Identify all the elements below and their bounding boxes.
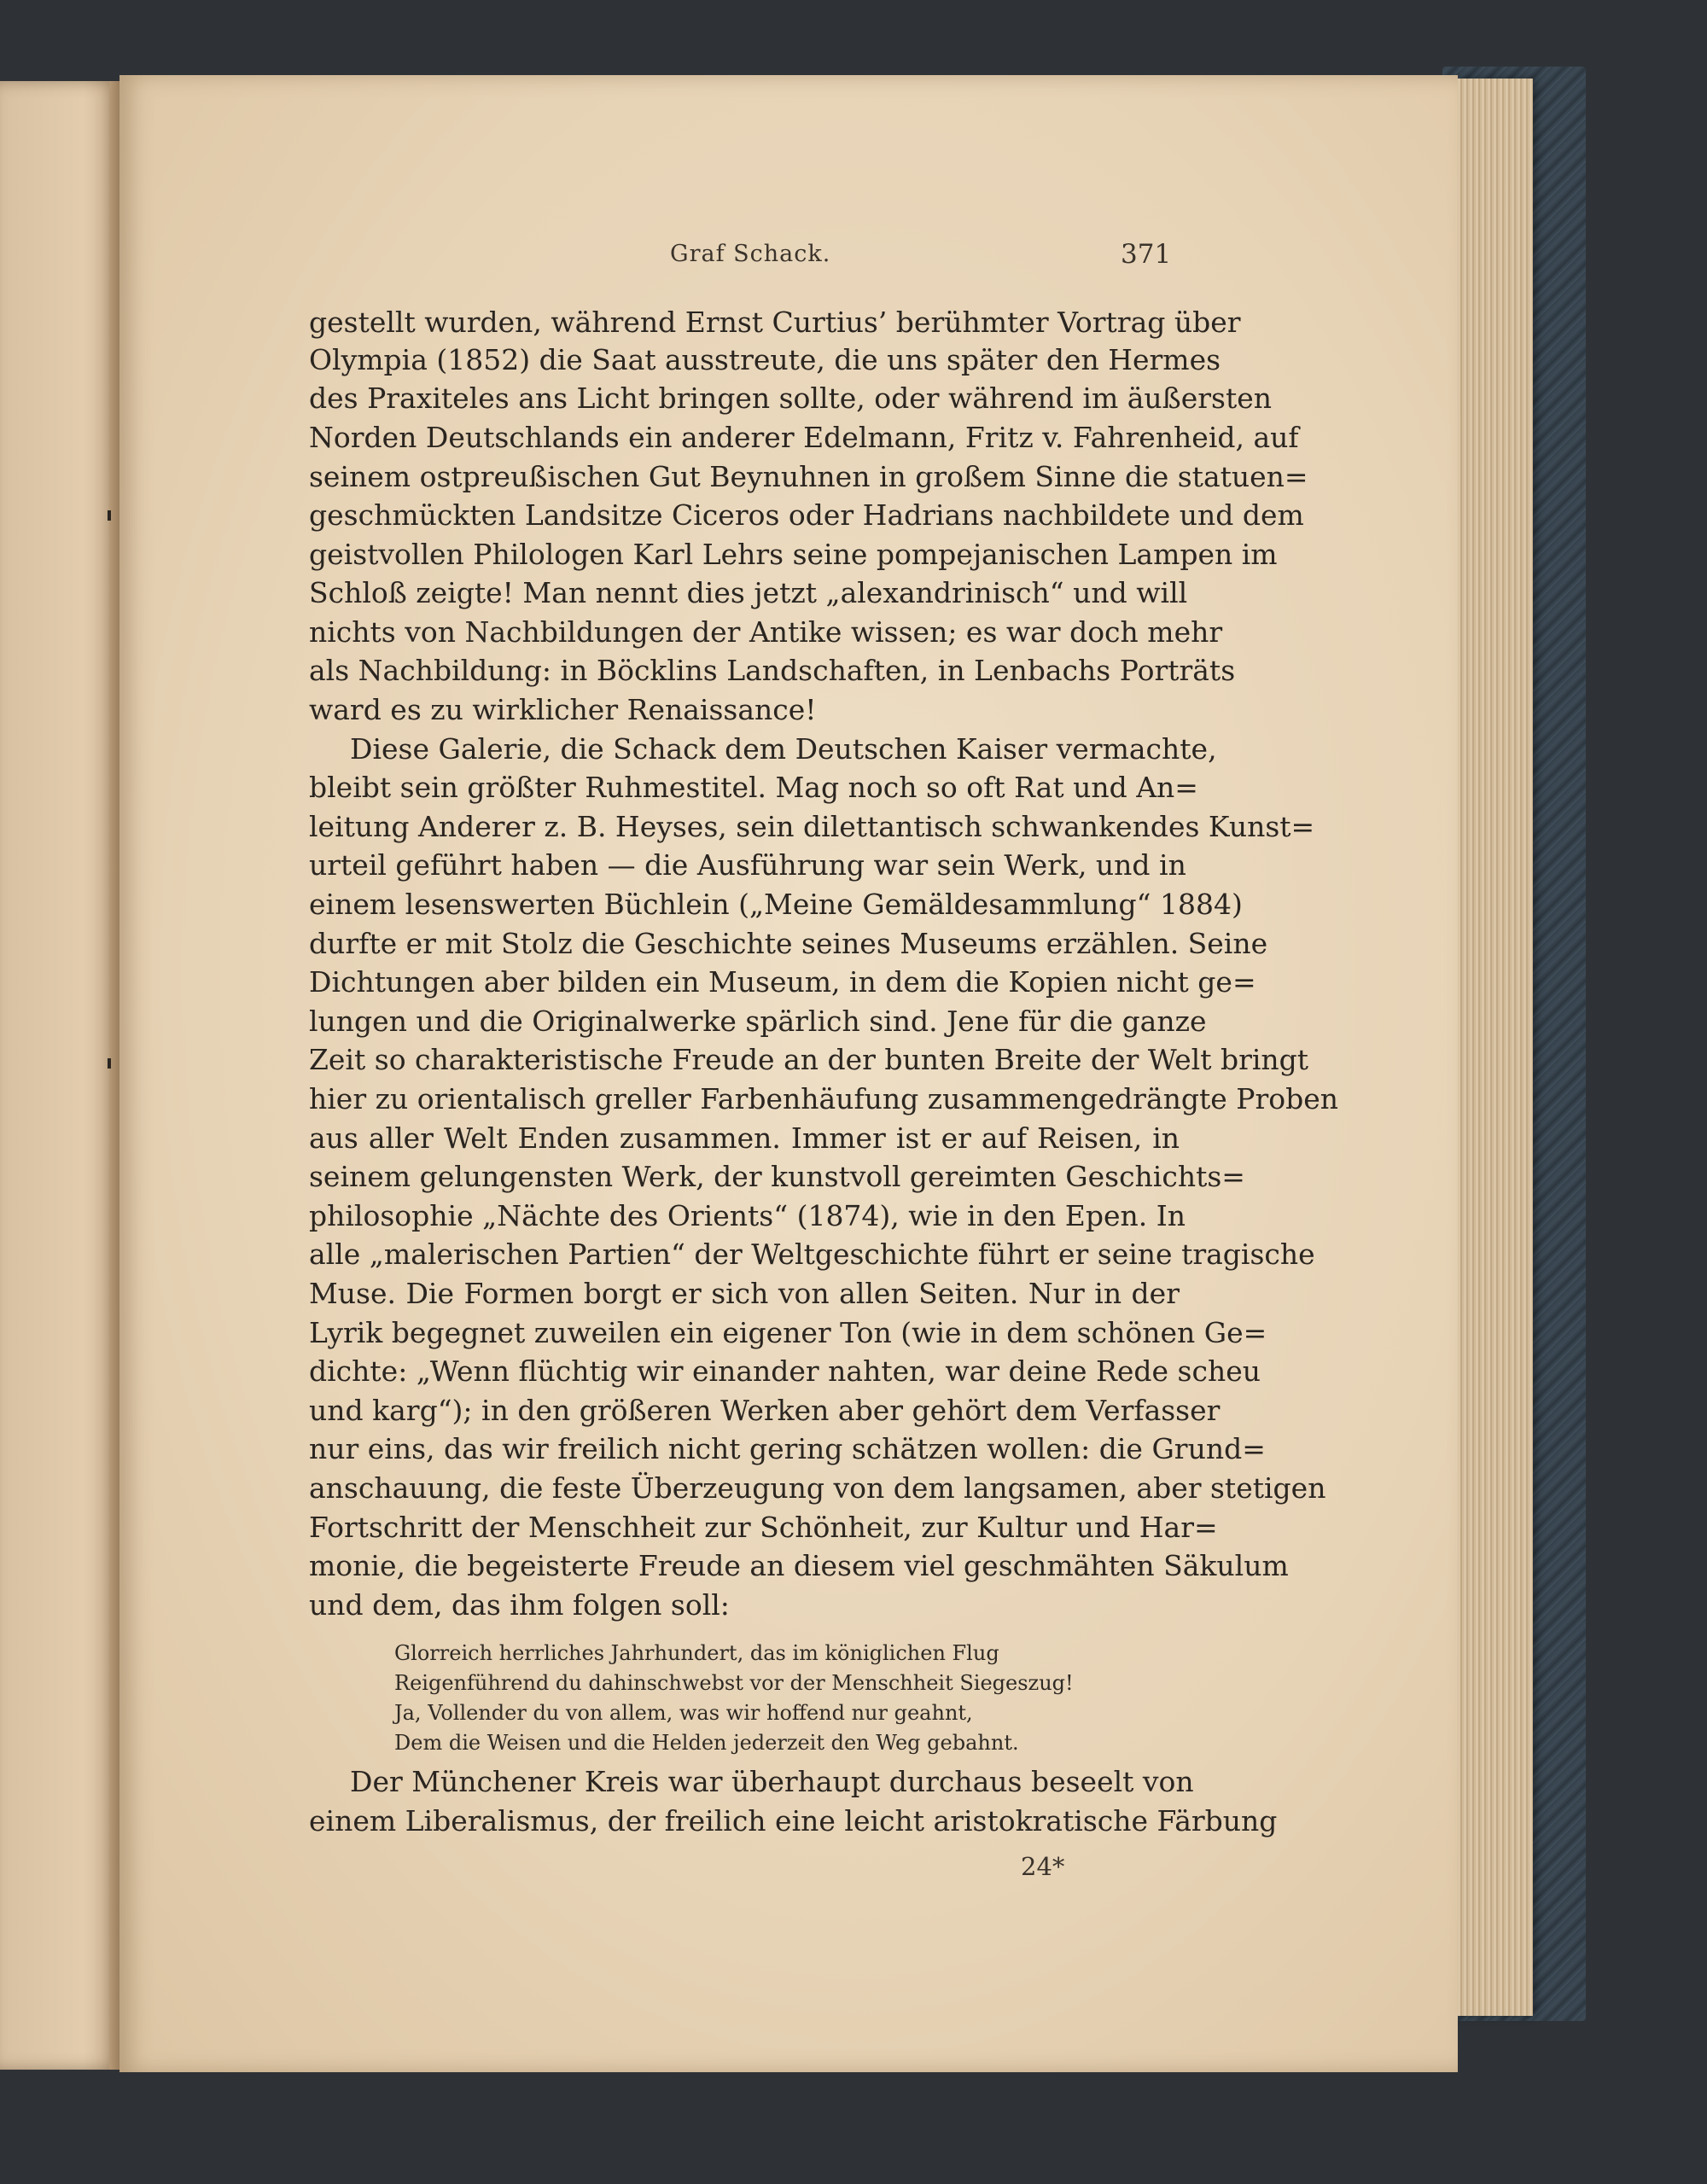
margin-tick-mark (108, 1058, 111, 1069)
poem-line: Dem die Weisen und die Helden jederzeit den Weg gebahnt. (394, 1731, 1019, 1755)
text-line: anschauung, die feste Überzeugung von dem langsamen, aber stetigen (309, 1471, 1326, 1505)
text-line: Olympia (1852) die Saat ausstreute, die uns später den Hermes (309, 343, 1221, 376)
text-line: Schloß zeigte! Man nennt dies jetzt „alexandrinisch“ und will (309, 576, 1188, 609)
text-line: urteil geführt haben — die Ausführung war sein Werk, und in (309, 848, 1186, 882)
text-line: einem lesenswerten Büchlein („Meine Gemäldesammlung“ 1884) (309, 888, 1243, 921)
text-line: dichte: „Wenn flüchtig wir einander nahten, war deine Rede scheu (309, 1354, 1261, 1388)
poem-line: Ja, Vollender du von allem, was wir hoffend nur geahnt, (394, 1701, 973, 1725)
text-line: Muse. Die Formen borgt er sich von allen Seiten. Nur in der (309, 1277, 1180, 1310)
page-block-edges (1451, 79, 1533, 2016)
text-line: Zeit so charakteristische Freude an der bunten Breite der Welt bringt (309, 1043, 1309, 1076)
text-line: leitung Anderer z. B. Heyses, sein dilettantisch schwankendes Kunst= (309, 810, 1315, 843)
text-line: nur eins, das wir freilich nicht gering schätzen wollen: die Grund= (309, 1432, 1266, 1465)
text-line: Norden Deutschlands ein anderer Edelmann, Fritz v. Fahrenheid, auf (309, 421, 1299, 454)
text-line: Lyrik begegnet zuweilen ein eigener Ton (wie in dem schönen Ge= (309, 1316, 1267, 1349)
text-line: geschmückten Landsitze Ciceros oder Hadrians nachbildete und dem (309, 498, 1304, 532)
text-line: geistvollen Philologen Karl Lehrs seine pompejanischen Lampen im (309, 538, 1278, 571)
text-line: Fortschritt der Menschheit zur Schönheit, zur Kultur und Har= (309, 1511, 1218, 1544)
text-line: durfte er mit Stolz die Geschichte seines Museums erzählen. Seine (309, 927, 1268, 960)
text-line: Dichtungen aber bilden ein Museum, in dem die Kopien nicht ge= (309, 965, 1256, 999)
margin-tick-mark (108, 510, 111, 521)
text-line: und dem, das ihm folgen soll: (309, 1588, 730, 1622)
text-line: nichts von Nachbildungen der Antike wissen; es war doch mehr (309, 615, 1223, 649)
text-line: aus aller Welt Enden zusammen. Immer ist er auf Reisen, in (309, 1121, 1180, 1155)
poem-line: Reigenführend du dahinschwebst vor der Menschheit Siegeszug! (394, 1671, 1074, 1695)
text-line: einem Liberalismus, der freilich eine leicht aristokratische Färbung (309, 1804, 1278, 1837)
text-line: philosophie „Nächte des Orients“ (1874), wie in den Epen. In (309, 1199, 1186, 1232)
running-head: Graf Schack. (670, 241, 831, 267)
text-line: als Nachbildung: in Böcklins Landschaften, in Lenbachs Porträts (309, 654, 1236, 687)
text-line: Diese Galerie, die Schack dem Deutschen Kaiser vermachte, (350, 732, 1217, 766)
text-line: ward es zu wirklicher Renaissance! (309, 693, 817, 726)
text-line: und karg“); in den größeren Werken aber gehört dem Verfasser (309, 1394, 1221, 1427)
page-number: 371 (1121, 239, 1172, 270)
text-line: seinem ostpreußischen Gut Beynuhnen in großem Sinne die statuen= (309, 460, 1308, 493)
text-line: gestellt wurden, während Ernst Curtius’ berühmter Vortrag über (309, 306, 1241, 339)
text-line: Der Münchener Kreis war überhaupt durchaus beseelt von (350, 1765, 1194, 1798)
printer-signature-mark: 24* (1021, 1852, 1065, 1881)
facing-page-left (0, 81, 119, 2070)
text-line: hier zu orientalisch greller Farbenhäufung zusammengedrängte Proben (309, 1082, 1339, 1115)
poem-line: Glorreich herrliches Jahrhundert, das im königlichen Flug (394, 1641, 999, 1665)
text-line: bleibt sein größter Ruhmestitel. Mag noch so oft Rat und An= (309, 771, 1198, 804)
text-line: des Praxiteles ans Licht bringen sollte, oder während im äußersten (309, 381, 1273, 415)
text-line: alle „malerischen Partien“ der Weltgeschichte führt er seine tragische (309, 1238, 1315, 1271)
text-line: lungen und die Originalwerke spärlich sind. Jene für die ganze (309, 1005, 1207, 1038)
text-line: seinem gelungensten Werk, der kunstvoll gereimten Geschichts= (309, 1160, 1245, 1193)
text-line: monie, die begeisterte Freude an diesem viel geschmähten Säkulum (309, 1549, 1289, 1582)
